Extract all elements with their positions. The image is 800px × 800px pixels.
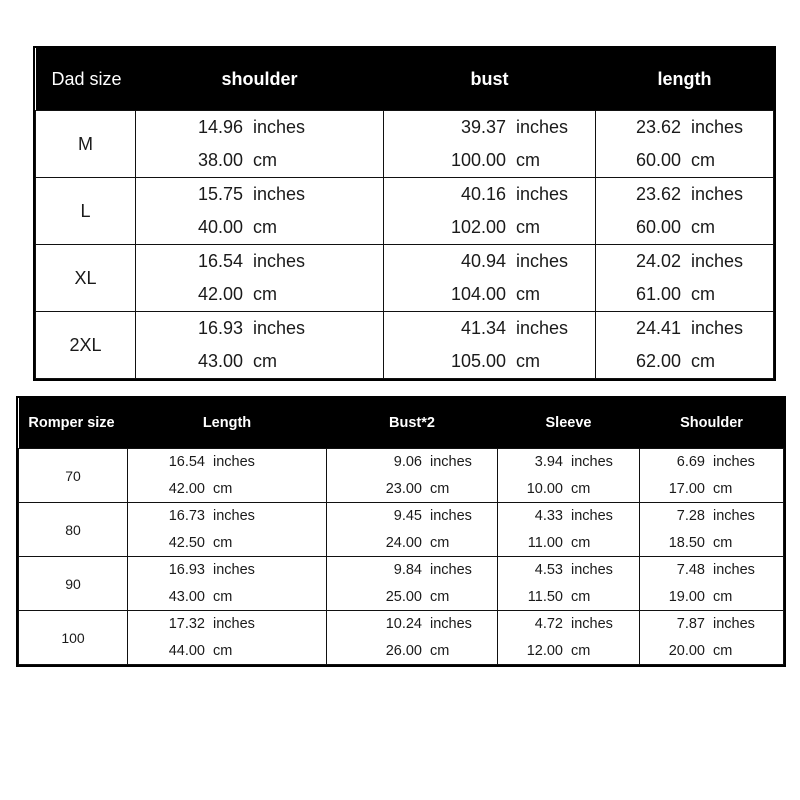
- dad-cm-number: 100.00: [450, 150, 506, 170]
- romper-inches-number: 9.06: [393, 454, 422, 471]
- romper-cm-value: [640, 476, 783, 503]
- romper-inches-unit: inches: [571, 454, 613, 471]
- romper-inches-number: 16.93: [168, 562, 205, 579]
- dad-cm-value: [384, 211, 595, 244]
- romper-cm-value: [498, 638, 639, 665]
- dad-inches-unit: inches: [691, 318, 744, 338]
- dad-inches-number: 23.62: [635, 184, 681, 204]
- romper-size-label: 100: [19, 611, 128, 665]
- dad-size-label: XL: [36, 245, 136, 312]
- dad-cm-unit: cm: [516, 351, 540, 371]
- dad-inches-value: [136, 178, 383, 211]
- romper-inches-number: 17.32: [168, 616, 205, 633]
- dad-header-size: Dad size: [36, 48, 136, 111]
- dad-inches-value: [384, 312, 595, 345]
- dad-inches-value: [384, 178, 595, 211]
- dad-cm-number: 102.00: [450, 217, 506, 237]
- romper-inches-unit: inches: [571, 562, 613, 579]
- dad-measurement-cell: [136, 111, 384, 178]
- dad-cm-value: [384, 144, 595, 177]
- romper-inches-number: 7.48: [676, 562, 705, 579]
- dad-inches-number: 40.16: [460, 184, 506, 204]
- romper-cm-unit: cm: [713, 480, 733, 497]
- dad-inches-number: 16.93: [197, 318, 243, 338]
- romper-cm-unit: cm: [430, 480, 450, 497]
- dad-cm-number: 60.00: [635, 217, 681, 237]
- dad-cm-value: [596, 345, 773, 378]
- dad-header-row: [36, 48, 774, 111]
- romper-inches-number: 4.53: [534, 562, 563, 579]
- romper-inches-number: 4.33: [534, 508, 563, 525]
- dad-cm-number: 62.00: [635, 351, 681, 371]
- romper-header-size: Romper size: [19, 398, 128, 449]
- dad-size-label: 2XL: [36, 312, 136, 379]
- romper-cm-value: [327, 638, 497, 665]
- romper-inches-value: [498, 503, 639, 530]
- dad-cm-unit: cm: [691, 284, 715, 304]
- romper-inches-value: [640, 611, 783, 638]
- romper-inches-unit: inches: [430, 508, 472, 525]
- dad-measurement-cell: [596, 111, 774, 178]
- romper-inches-number: 16.73: [168, 508, 205, 525]
- romper-cm-number: 17.00: [668, 480, 705, 497]
- romper-cm-unit: cm: [571, 642, 591, 659]
- romper-cm-number: 25.00: [385, 588, 422, 605]
- romper-inches-value: [640, 503, 783, 530]
- romper-cm-value: [327, 476, 497, 503]
- romper-measurement-cell: [128, 557, 327, 611]
- dad-cm-value: [596, 144, 773, 177]
- romper-inches-unit: inches: [430, 616, 472, 633]
- dad-cm-number: 105.00: [450, 351, 506, 371]
- dad-cm-number: 38.00: [197, 150, 243, 170]
- romper-cm-unit: cm: [213, 480, 233, 497]
- romper-cm-number: 26.00: [385, 642, 422, 659]
- romper-inches-unit: inches: [571, 616, 613, 633]
- romper-inches-value: [128, 611, 326, 638]
- dad-measurement-cell: [384, 178, 596, 245]
- romper-inches-value: [498, 449, 639, 476]
- dad-header-bust: bust: [384, 48, 596, 111]
- romper-measurement-cell: [327, 557, 498, 611]
- dad-size-label: M: [36, 111, 136, 178]
- dad-inches-unit: inches: [516, 184, 569, 204]
- dad-cm-unit: cm: [691, 217, 715, 237]
- romper-inches-unit: inches: [213, 454, 255, 471]
- dad-inches-unit: inches: [516, 251, 569, 271]
- romper-cm-number: 42.00: [168, 480, 205, 497]
- romper-header-row: [19, 398, 784, 449]
- dad-cm-value: [384, 345, 595, 378]
- romper-inches-number: 4.72: [534, 616, 563, 633]
- dad-cm-value: [384, 278, 595, 311]
- romper-cm-number: 23.00: [385, 480, 422, 497]
- dad-inches-value: [384, 245, 595, 278]
- romper-inches-value: [640, 449, 783, 476]
- romper-cm-value: [498, 584, 639, 611]
- dad-cm-number: 42.00: [197, 284, 243, 304]
- dad-inches-value: [384, 111, 595, 144]
- dad-inches-number: 24.02: [635, 251, 681, 271]
- romper-cm-unit: cm: [571, 480, 591, 497]
- romper-inches-value: [128, 557, 326, 584]
- dad-inches-value: [596, 245, 773, 278]
- romper-table-row: [19, 557, 784, 611]
- romper-size-label: 90: [19, 557, 128, 611]
- dad-cm-unit: cm: [691, 150, 715, 170]
- dad-inches-value: [136, 111, 383, 144]
- dad-inches-number: 39.37: [460, 117, 506, 137]
- romper-inches-number: 16.54: [168, 454, 205, 471]
- romper-inches-number: 9.84: [393, 562, 422, 579]
- dad-inches-unit: inches: [516, 117, 569, 137]
- dad-table-row: [36, 312, 774, 379]
- romper-inches-value: [498, 557, 639, 584]
- dad-table-row: [36, 111, 774, 178]
- romper-cm-unit: cm: [571, 534, 591, 551]
- romper-inches-value: [128, 503, 326, 530]
- romper-measurement-cell: [640, 611, 784, 665]
- dad-inches-number: 16.54: [197, 251, 243, 271]
- dad-inches-value: [596, 178, 773, 211]
- dad-cm-value: [136, 211, 383, 244]
- dad-cm-value: [136, 278, 383, 311]
- dad-measurement-cell: [596, 178, 774, 245]
- romper-cm-value: [640, 638, 783, 665]
- dad-cm-number: 40.00: [197, 217, 243, 237]
- romper-cm-unit: cm: [571, 588, 591, 605]
- dad-cm-number: 60.00: [635, 150, 681, 170]
- romper-measurement-cell: [128, 449, 327, 503]
- romper-inches-unit: inches: [430, 562, 472, 579]
- romper-header-sleeve: Sleeve: [498, 398, 640, 449]
- romper-size-label: 70: [19, 449, 128, 503]
- dad-inches-number: 14.96: [197, 117, 243, 137]
- dad-inches-unit: inches: [691, 251, 744, 271]
- dad-cm-value: [136, 345, 383, 378]
- romper-cm-value: [128, 530, 326, 557]
- dad-header-length: length: [596, 48, 774, 111]
- dad-cm-unit: cm: [516, 150, 540, 170]
- dad-inches-unit: inches: [253, 318, 306, 338]
- dad-table-row: [36, 178, 774, 245]
- romper-measurement-cell: [128, 611, 327, 665]
- romper-measurement-cell: [640, 557, 784, 611]
- dad-cm-number: 43.00: [197, 351, 243, 371]
- dad-inches-number: 41.34: [460, 318, 506, 338]
- dad-inches-unit: inches: [691, 117, 744, 137]
- dad-measurement-cell: [136, 178, 384, 245]
- dad-inches-unit: inches: [691, 184, 744, 204]
- romper-size-table: [18, 398, 784, 665]
- romper-cm-number: 11.00: [527, 534, 563, 551]
- dad-measurement-cell: [384, 312, 596, 379]
- dad-table-row: [36, 245, 774, 312]
- romper-measurement-cell: [498, 557, 640, 611]
- romper-size-label: 80: [19, 503, 128, 557]
- romper-inches-value: [327, 557, 497, 584]
- romper-measurement-cell: [128, 503, 327, 557]
- romper-cm-unit: cm: [213, 588, 233, 605]
- dad-measurement-cell: [596, 245, 774, 312]
- dad-inches-number: 40.94: [460, 251, 506, 271]
- romper-inches-unit: inches: [213, 616, 255, 633]
- dad-cm-unit: cm: [516, 284, 540, 304]
- romper-inches-value: [640, 557, 783, 584]
- dad-cm-unit: cm: [516, 217, 540, 237]
- romper-inches-unit: inches: [571, 508, 613, 525]
- dad-cm-unit: cm: [691, 351, 715, 371]
- dad-inches-number: 23.62: [635, 117, 681, 137]
- romper-cm-value: [128, 476, 326, 503]
- dad-cm-unit: cm: [253, 150, 277, 170]
- dad-cm-value: [596, 278, 773, 311]
- romper-inches-unit: inches: [213, 562, 255, 579]
- romper-inches-value: [128, 449, 326, 476]
- romper-cm-unit: cm: [430, 588, 450, 605]
- romper-measurement-cell: [327, 611, 498, 665]
- dad-measurement-cell: [136, 312, 384, 379]
- dad-measurement-cell: [384, 245, 596, 312]
- dad-cm-unit: cm: [253, 284, 277, 304]
- romper-measurement-cell: [498, 449, 640, 503]
- dad-inches-value: [136, 312, 383, 345]
- romper-measurement-cell: [498, 503, 640, 557]
- dad-inches-number: 15.75: [197, 184, 243, 204]
- dad-measurement-cell: [136, 245, 384, 312]
- dad-inches-value: [596, 312, 773, 345]
- romper-cm-unit: cm: [213, 534, 233, 551]
- romper-table-row: [19, 611, 784, 665]
- romper-inches-unit: inches: [713, 454, 755, 471]
- dad-inches-value: [596, 111, 773, 144]
- romper-inches-value: [327, 503, 497, 530]
- dad-size-table: [35, 48, 774, 379]
- romper-cm-unit: cm: [430, 534, 450, 551]
- romper-cm-number: 12.00: [526, 642, 563, 659]
- romper-cm-value: [327, 584, 497, 611]
- romper-cm-number: 42.50: [168, 534, 205, 551]
- dad-table-body: [36, 111, 774, 379]
- romper-table-row: [19, 503, 784, 557]
- dad-inches-number: 24.41: [635, 318, 681, 338]
- romper-header-shoulder: Shoulder: [640, 398, 784, 449]
- romper-inches-value: [498, 611, 639, 638]
- dad-measurement-cell: [596, 312, 774, 379]
- romper-cm-value: [640, 584, 783, 611]
- dad-size-label: L: [36, 178, 136, 245]
- romper-cm-number: 20.00: [668, 642, 705, 659]
- romper-measurement-cell: [498, 611, 640, 665]
- dad-cm-number: 104.00: [450, 284, 506, 304]
- dad-inches-value: [136, 245, 383, 278]
- romper-cm-value: [327, 530, 497, 557]
- romper-inches-unit: inches: [430, 454, 472, 471]
- romper-cm-value: [128, 638, 326, 665]
- romper-cm-number: 24.00: [385, 534, 422, 551]
- romper-cm-unit: cm: [213, 642, 233, 659]
- dad-measurement-cell: [384, 111, 596, 178]
- dad-inches-unit: inches: [516, 318, 569, 338]
- romper-inches-value: [327, 611, 497, 638]
- romper-inches-unit: inches: [713, 562, 755, 579]
- romper-cm-unit: cm: [430, 642, 450, 659]
- dad-cm-number: 61.00: [635, 284, 681, 304]
- romper-inches-number: 9.45: [393, 508, 422, 525]
- romper-cm-unit: cm: [713, 588, 733, 605]
- dad-inches-unit: inches: [253, 184, 306, 204]
- dad-cm-unit: cm: [253, 351, 277, 371]
- romper-cm-value: [128, 584, 326, 611]
- romper-measurement-cell: [640, 503, 784, 557]
- romper-measurement-cell: [640, 449, 784, 503]
- dad-inches-unit: inches: [253, 117, 306, 137]
- romper-measurement-cell: [327, 503, 498, 557]
- romper-cm-number: 44.00: [168, 642, 205, 659]
- romper-inches-number: 7.87: [676, 616, 705, 633]
- romper-cm-unit: cm: [713, 534, 733, 551]
- romper-table-body: [19, 449, 784, 665]
- romper-inches-unit: inches: [713, 508, 755, 525]
- romper-cm-number: 18.50: [668, 534, 705, 551]
- dad-cm-value: [596, 211, 773, 244]
- romper-header-bust: Bust*2: [327, 398, 498, 449]
- romper-cm-number: 19.00: [668, 588, 705, 605]
- romper-inches-number: 10.24: [385, 616, 422, 633]
- romper-inches-number: 7.28: [676, 508, 705, 525]
- romper-inches-value: [327, 449, 497, 476]
- romper-inches-number: 3.94: [534, 454, 563, 471]
- dad-inches-unit: inches: [253, 251, 306, 271]
- romper-cm-number: 11.50: [527, 588, 563, 605]
- romper-cm-value: [498, 530, 639, 557]
- romper-cm-value: [498, 476, 639, 503]
- romper-measurement-cell: [327, 449, 498, 503]
- dad-cm-value: [136, 144, 383, 177]
- romper-inches-unit: inches: [713, 616, 755, 633]
- romper-cm-number: 43.00: [168, 588, 205, 605]
- dad-header-shoulder: shoulder: [136, 48, 384, 111]
- romper-table-row: [19, 449, 784, 503]
- romper-inches-unit: inches: [213, 508, 255, 525]
- romper-cm-unit: cm: [713, 642, 733, 659]
- romper-cm-number: 10.00: [526, 480, 563, 497]
- romper-header-length: Length: [128, 398, 327, 449]
- dad-cm-unit: cm: [253, 217, 277, 237]
- romper-cm-value: [640, 530, 783, 557]
- romper-inches-number: 6.69: [676, 454, 705, 471]
